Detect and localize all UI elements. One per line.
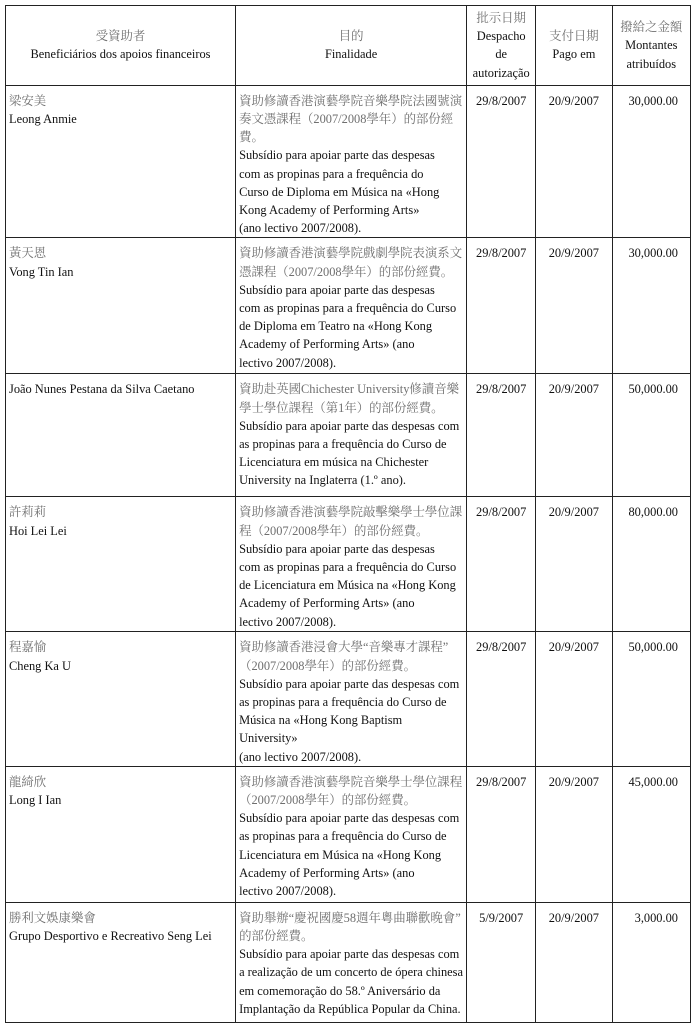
beneficiary-name-zh: 勝利文娛康樂會 (9, 910, 96, 925)
table-row (6, 238, 691, 374)
purpose-pt: Subsídio para apoiar parte das despesas com as propinas para a frequência do Curso de Diploma em Teatro na «Hong Kong Academy of Performing Arts» (ano lectivo 2007/2008). (239, 282, 457, 370)
authorization-date: 29/8/2007 (467, 85, 536, 238)
purpose-pt: Subsídio para apoiar parte das despesas com a realização de um concerto de ópera chinesa em comemoração do 58.º Aniversário da Implantação da República Popular da China. (239, 947, 463, 1016)
header-purpose (236, 6, 467, 86)
beneficiary-name-pt: Grupo Desportivo e Recreativo Seng Lei (9, 929, 212, 944)
amount: 50,000.00 (612, 632, 690, 766)
payment-date: 20/9/2007 (536, 238, 612, 374)
purpose-cell (236, 497, 467, 632)
header-row (6, 6, 691, 86)
header-pt: Pago em (552, 47, 596, 62)
purpose-cell (236, 85, 467, 238)
header-zh: 目的 (338, 29, 364, 44)
purpose-zh: 資助修讀香港浸會大學“音樂專才課程” （2007/2008學年）的部份經費。 (239, 640, 449, 673)
header-pt: Finalidade (324, 47, 378, 62)
beneficiary-cell (6, 374, 236, 497)
beneficiary-cell (6, 632, 236, 766)
beneficiary-name-pt: Long I Ian (9, 793, 62, 808)
payment-date: 20/9/2007 (536, 632, 612, 766)
purpose-cell (236, 238, 467, 374)
authorization-date: 29/8/2007 (467, 632, 536, 766)
beneficiary-name-zh: 許莉莉 (9, 505, 47, 520)
header-zh: 支付日期 (549, 29, 599, 44)
header-pt: Despacho de autorização (472, 29, 530, 80)
beneficiary-name-zh: 梁安美 (9, 93, 47, 108)
beneficiary-name-zh: 龍綺欣 (9, 774, 47, 789)
purpose-zh: 資助修讀香港演藝學院音樂學院法國號演 奏文憑課程（2007/2008學年）的部份經費。 (239, 93, 463, 145)
beneficiary-cell (6, 238, 236, 374)
amount: 50,000.00 (612, 374, 690, 497)
purpose-zh: 資助赴英國Chichester University修讀音樂 學士學位課程（第1年）的部份經費。 (239, 382, 459, 415)
beneficiary-name-pt: Hoi Lei Lei (9, 523, 67, 538)
purpose-zh: 資助修讀香港演藝學院敲擊樂學士學位課 程（2007/2008學年）的部份經費。 (239, 505, 463, 538)
header-zh: 批示日期 (476, 11, 526, 25)
payment-date: 20/9/2007 (536, 374, 612, 497)
header-beneficiary (6, 6, 236, 86)
payment-date: 20/9/2007 (536, 85, 612, 238)
purpose-pt: Subsídio para apoiar parte das despesas com as propinas para a frequência do Curso de Licenciatura em música na Chichester University na Inglaterra (1.º ano). (239, 418, 460, 488)
purpose-pt: Subsídio para apoiar parte das despesas com as propinas para a frequência do Curso de Diploma em Música na «Hong Kong Academy of Performing Arts» (ano lectivo 2007/2008). (239, 148, 440, 236)
payment-date: 20/9/2007 (536, 902, 612, 1022)
purpose-pt: Subsídio para apoiar parte das despesas com as propinas para a frequência do Curso de Licenciatura em Música na «Hong Kong Academy of Performing Arts» (ano lectivo 2007/2008). (239, 811, 460, 899)
header-zh: 受資助者 (95, 29, 146, 44)
beneficiary-cell (6, 902, 236, 1022)
purpose-zh: 資助修讀香港演藝學院音樂學士學位課程 （2007/2008學年）的部份經費。 (239, 774, 463, 808)
payment-date: 20/9/2007 (536, 497, 612, 632)
header-amount (612, 6, 690, 86)
amount: 80,000.00 (612, 497, 690, 632)
amount: 30,000.00 (612, 238, 690, 374)
authorization-date: 5/9/2007 (467, 902, 536, 1022)
purpose-pt: Subsídio para apoiar parte das despesas com as propinas para a frequência do Curso de Licenciatura em Música na «Hong Kong Academy of Performing Arts» (ano lectivo 2007/2008). (239, 541, 457, 629)
beneficiary-name-pt: Vong Tin Ian (9, 264, 74, 279)
amount: 30,000.00 (612, 85, 690, 238)
beneficiary-cell (6, 766, 236, 902)
table-row (6, 85, 691, 238)
header-authorization-date (467, 6, 536, 86)
purpose-cell (236, 902, 467, 1022)
table-row (6, 374, 691, 497)
table-row (6, 766, 691, 902)
header-payment-date (536, 6, 612, 86)
authorization-date: 29/8/2007 (467, 238, 536, 374)
amount: 45,000.00 (612, 766, 690, 902)
purpose-cell (236, 766, 467, 902)
authorization-date: 29/8/2007 (467, 374, 536, 497)
table-row (6, 497, 691, 632)
beneficiary-name-pt: Cheng Ka U (9, 658, 71, 673)
amount: 3,000.00 (612, 902, 690, 1022)
purpose-cell (236, 632, 467, 766)
payment-date: 20/9/2007 (536, 766, 612, 902)
authorization-date: 29/8/2007 (467, 766, 536, 902)
authorization-date: 29/8/2007 (467, 497, 536, 632)
beneficiary-cell (6, 85, 236, 238)
purpose-cell (236, 374, 467, 497)
header-pt: Beneficiários dos apoios financeiros (30, 47, 211, 62)
header-zh: 撥給之金額 (620, 20, 683, 35)
table-row (6, 632, 691, 766)
header-pt: Montantes atribuídos (625, 38, 678, 71)
beneficiary-name-pt: Leong Anmie (9, 112, 77, 127)
purpose-pt: Subsídio para apoiar parte das despesas com as propinas para a frequência do Curso de Música na «Hong Kong Baptism University» (ano lectivo 2007/2008). (239, 676, 460, 764)
table-row (6, 902, 691, 1022)
beneficiary-cell (6, 497, 236, 632)
beneficiary-name-zh: 黃天恩 (9, 246, 47, 261)
beneficiary-name-pt: João Nunes Pestana da Silva Caetano (9, 382, 195, 397)
purpose-zh: 資助舉辦“慶祝國慶58週年粵曲聯歡晚會” 的部份經費。 (239, 910, 461, 944)
beneficiary-name-zh: 程嘉愉 (9, 640, 47, 655)
subsidy-table (5, 5, 691, 1023)
purpose-zh: 資助修讀香港演藝學院戲劇學院表演系文 憑課程（2007/2008學年）的部份經費。 (239, 246, 463, 279)
